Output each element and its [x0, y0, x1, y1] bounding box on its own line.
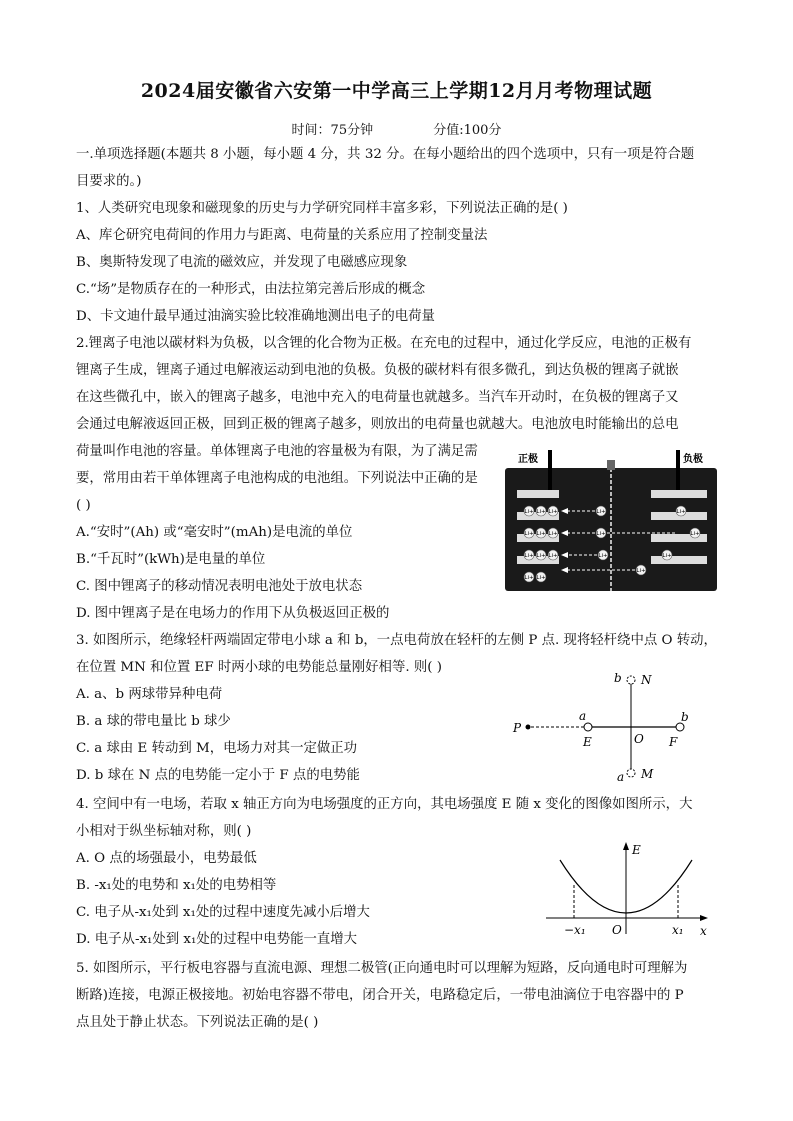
lithium-ion-label: Li+: [524, 509, 534, 516]
section-heading: 一.单项选择题(本题共 8 小题，每小题 4 分，共 32 分。在每小题给出的四个选项中，只有一项是符合题: [76, 147, 695, 162]
label-e-axis: E: [632, 843, 641, 857]
label-m: M: [641, 767, 654, 781]
lithium-ion-label: Li+: [548, 531, 558, 538]
time-limit: 时间：75分钟: [291, 123, 374, 138]
q2-stem-line: 荷量叫作电池的容量。单体锂离子电池的容量极为有限，为了满足需: [76, 444, 478, 459]
lithium-ion-label: Li+: [548, 509, 558, 516]
label-p: P: [513, 721, 522, 735]
x-axis-arrow: [700, 915, 708, 921]
label-x-axis: x: [700, 924, 707, 938]
lithium-ion-label: Li+: [536, 531, 546, 538]
separator-top: [607, 460, 615, 470]
label-a-e: a: [579, 709, 587, 723]
lithium-ion-label: Li+: [636, 568, 646, 575]
rod-figure: [505, 664, 705, 786]
lithium-ion-label: Li+: [662, 553, 672, 560]
q2-option-b: B.“千瓦时”(kWh)是电量的单位: [76, 552, 266, 567]
lithium-ion-label: Li+: [676, 509, 686, 516]
q3-option-d: D. b 球在 N 点的电势能一定小于 F 点的电势能: [76, 768, 360, 783]
q4-option-b: B. -x₁处的电势和 x₁处的电势相等: [76, 878, 277, 893]
battery-figure: [505, 446, 717, 591]
label-neg-x1: −x₁: [564, 923, 586, 937]
label-f: F: [669, 735, 678, 749]
lithium-ion-label: Li+: [536, 553, 546, 560]
q3-stem-line: 在位置 MN 和位置 EF 时两小球的电势能总量刚好相等. 则( ): [76, 660, 442, 675]
lithium-ion-label: Li+: [536, 575, 546, 582]
q1-stem: 1、人类研究电现象和磁现象的历史与力学研究同样丰富多彩，下列说法正确的是( ): [76, 201, 568, 216]
q1-option-d: D、卡文迪什最早通过油滴实验比较准确地测出电子的电荷量: [76, 309, 435, 324]
lithium-ion-label: Li+: [598, 553, 608, 560]
lithium-ion-label: Li+: [596, 531, 606, 538]
label-b-n: b: [614, 671, 622, 685]
ball-a-at-e: [584, 723, 592, 731]
q1-option-b: B、奥斯特发现了电流的磁效应，并发现了电磁感应现象: [76, 255, 408, 270]
label-e: E: [583, 735, 592, 749]
positive-electrode-label: 正极: [518, 454, 538, 465]
q3-option-c: C. a 球由 E 转动到 M，电场力对其一定做正功: [76, 741, 358, 756]
q1-option-a: A、库仑研究电荷间的作用力与距离、电荷量的关系应用了控制变量法: [76, 228, 488, 243]
ball-b-at-f: [676, 723, 684, 731]
negative-electrode-label: 负极: [683, 454, 703, 465]
q4-stem-line: 4. 空间中有一电场，若取 x 轴正方向为电场强度的正方向，其电场强度 E 随 x 变化的图像如图所示，大: [76, 797, 693, 812]
q2-stem-line: ( ): [76, 498, 91, 513]
q2-stem-line: 在这些微孔中，嵌入的锂离子越多，电池中充入的电荷量也就越多。当汽车开动时，在负极的锂离子又: [76, 390, 679, 405]
label-b-f: b: [681, 710, 689, 724]
q5-stem-line: 5. 如图所示，平行板电容器与直流电源、理想二极管(正向通电时可以理解为短路，反向通电时可理解为: [76, 961, 688, 976]
e-x-graph: [540, 838, 712, 942]
q2-option-a: A.“安时”(Ah) 或“毫安时”(mAh)是电流的单位: [76, 525, 353, 540]
ball-b-at-n: [627, 676, 635, 684]
q3-option-b: B. a 球的带电量比 b 球少: [76, 714, 231, 729]
total-score: 分值:100分: [433, 123, 502, 138]
q2-option-c: C. 图中锂离子的移动情况表明电池处于放电状态: [76, 579, 363, 594]
q2-stem-line: 会通过电解液返回正极，回到正极的锂离子越多，则放出的电荷量也就越大。电池放电时能输出的总电: [76, 417, 679, 432]
y-axis-arrow: [623, 842, 629, 850]
q3-stem-line: 3. 如图所示，绝缘轻杆两端固定带电小球 a 和 b，一点电荷放在轻杆的左侧 P 点. 现将轻杆绕中点 O 转动，: [76, 633, 717, 648]
lithium-ion-label: Li+: [524, 531, 534, 538]
q2-stem-line: 要，常用由若干单体锂离子电池构成的电池组。下列说法中正确的是: [76, 471, 478, 486]
label-n: N: [641, 673, 652, 687]
exam-meta: [0, 119, 793, 138]
q4-option-a: A. O 点的场强最小，电势最低: [76, 851, 257, 866]
page-title: 2024届安徽省六安第一中学高三上学期12月月考物理试题: [140, 80, 653, 102]
q4-stem-line: 小相对于纵坐标轴对称，则( ): [76, 824, 252, 839]
point-charge-p: [526, 725, 531, 730]
q2-stem-line: 2.锂离子电池以碳材料为负极，以含锂的化合物为正极。在充电的过程中，通过化学反应，电池的正极有: [76, 336, 692, 351]
lithium-ion-label: Li+: [524, 575, 534, 582]
label-o: O: [634, 732, 644, 746]
q4-option-c: C. 电子从-x₁处到 x₁处的过程中速度先减小后增大: [76, 905, 370, 920]
q1-option-c: C.“场”是物质存在的一种形式，由法拉第完善后形成的概念: [76, 282, 426, 297]
lithium-ion-label: Li+: [690, 531, 700, 538]
lithium-ion-label: Li+: [596, 509, 606, 516]
q2-option-d: D. 图中锂离子是在电场力的作用下从负极返回正极的: [76, 606, 390, 621]
lithium-ion-label: Li+: [536, 509, 546, 516]
ball-a-at-m: [627, 769, 635, 777]
lithium-ion-label: Li+: [524, 553, 534, 560]
lithium-ion-label: Li+: [548, 553, 558, 560]
q4-option-d: D. 电子从-x₁处到 x₁处的过程中电势能一直增大: [76, 932, 358, 947]
q3-option-a: A. a、b 两球带异种电荷: [76, 687, 223, 702]
label-a-m: a: [617, 770, 625, 784]
section-heading-cont: 目要求的。): [76, 174, 142, 189]
q5-stem-line: 断路)连接，电源正极接地。初始电容器不带电，闭合开关，电路稳定后，一带电油滴位于电容器中的 P: [76, 988, 684, 1003]
q5-stem-line: 点且处于静止状态。下列说法正确的是( ): [76, 1015, 319, 1030]
label-origin: O: [612, 923, 622, 937]
label-x1: x₁: [672, 923, 684, 937]
q2-stem-line: 锂离子生成，锂离子通过电解液运动到电池的负极。负极的碳材料有很多微孔，到达负极的锂离子就嵌: [76, 363, 679, 378]
